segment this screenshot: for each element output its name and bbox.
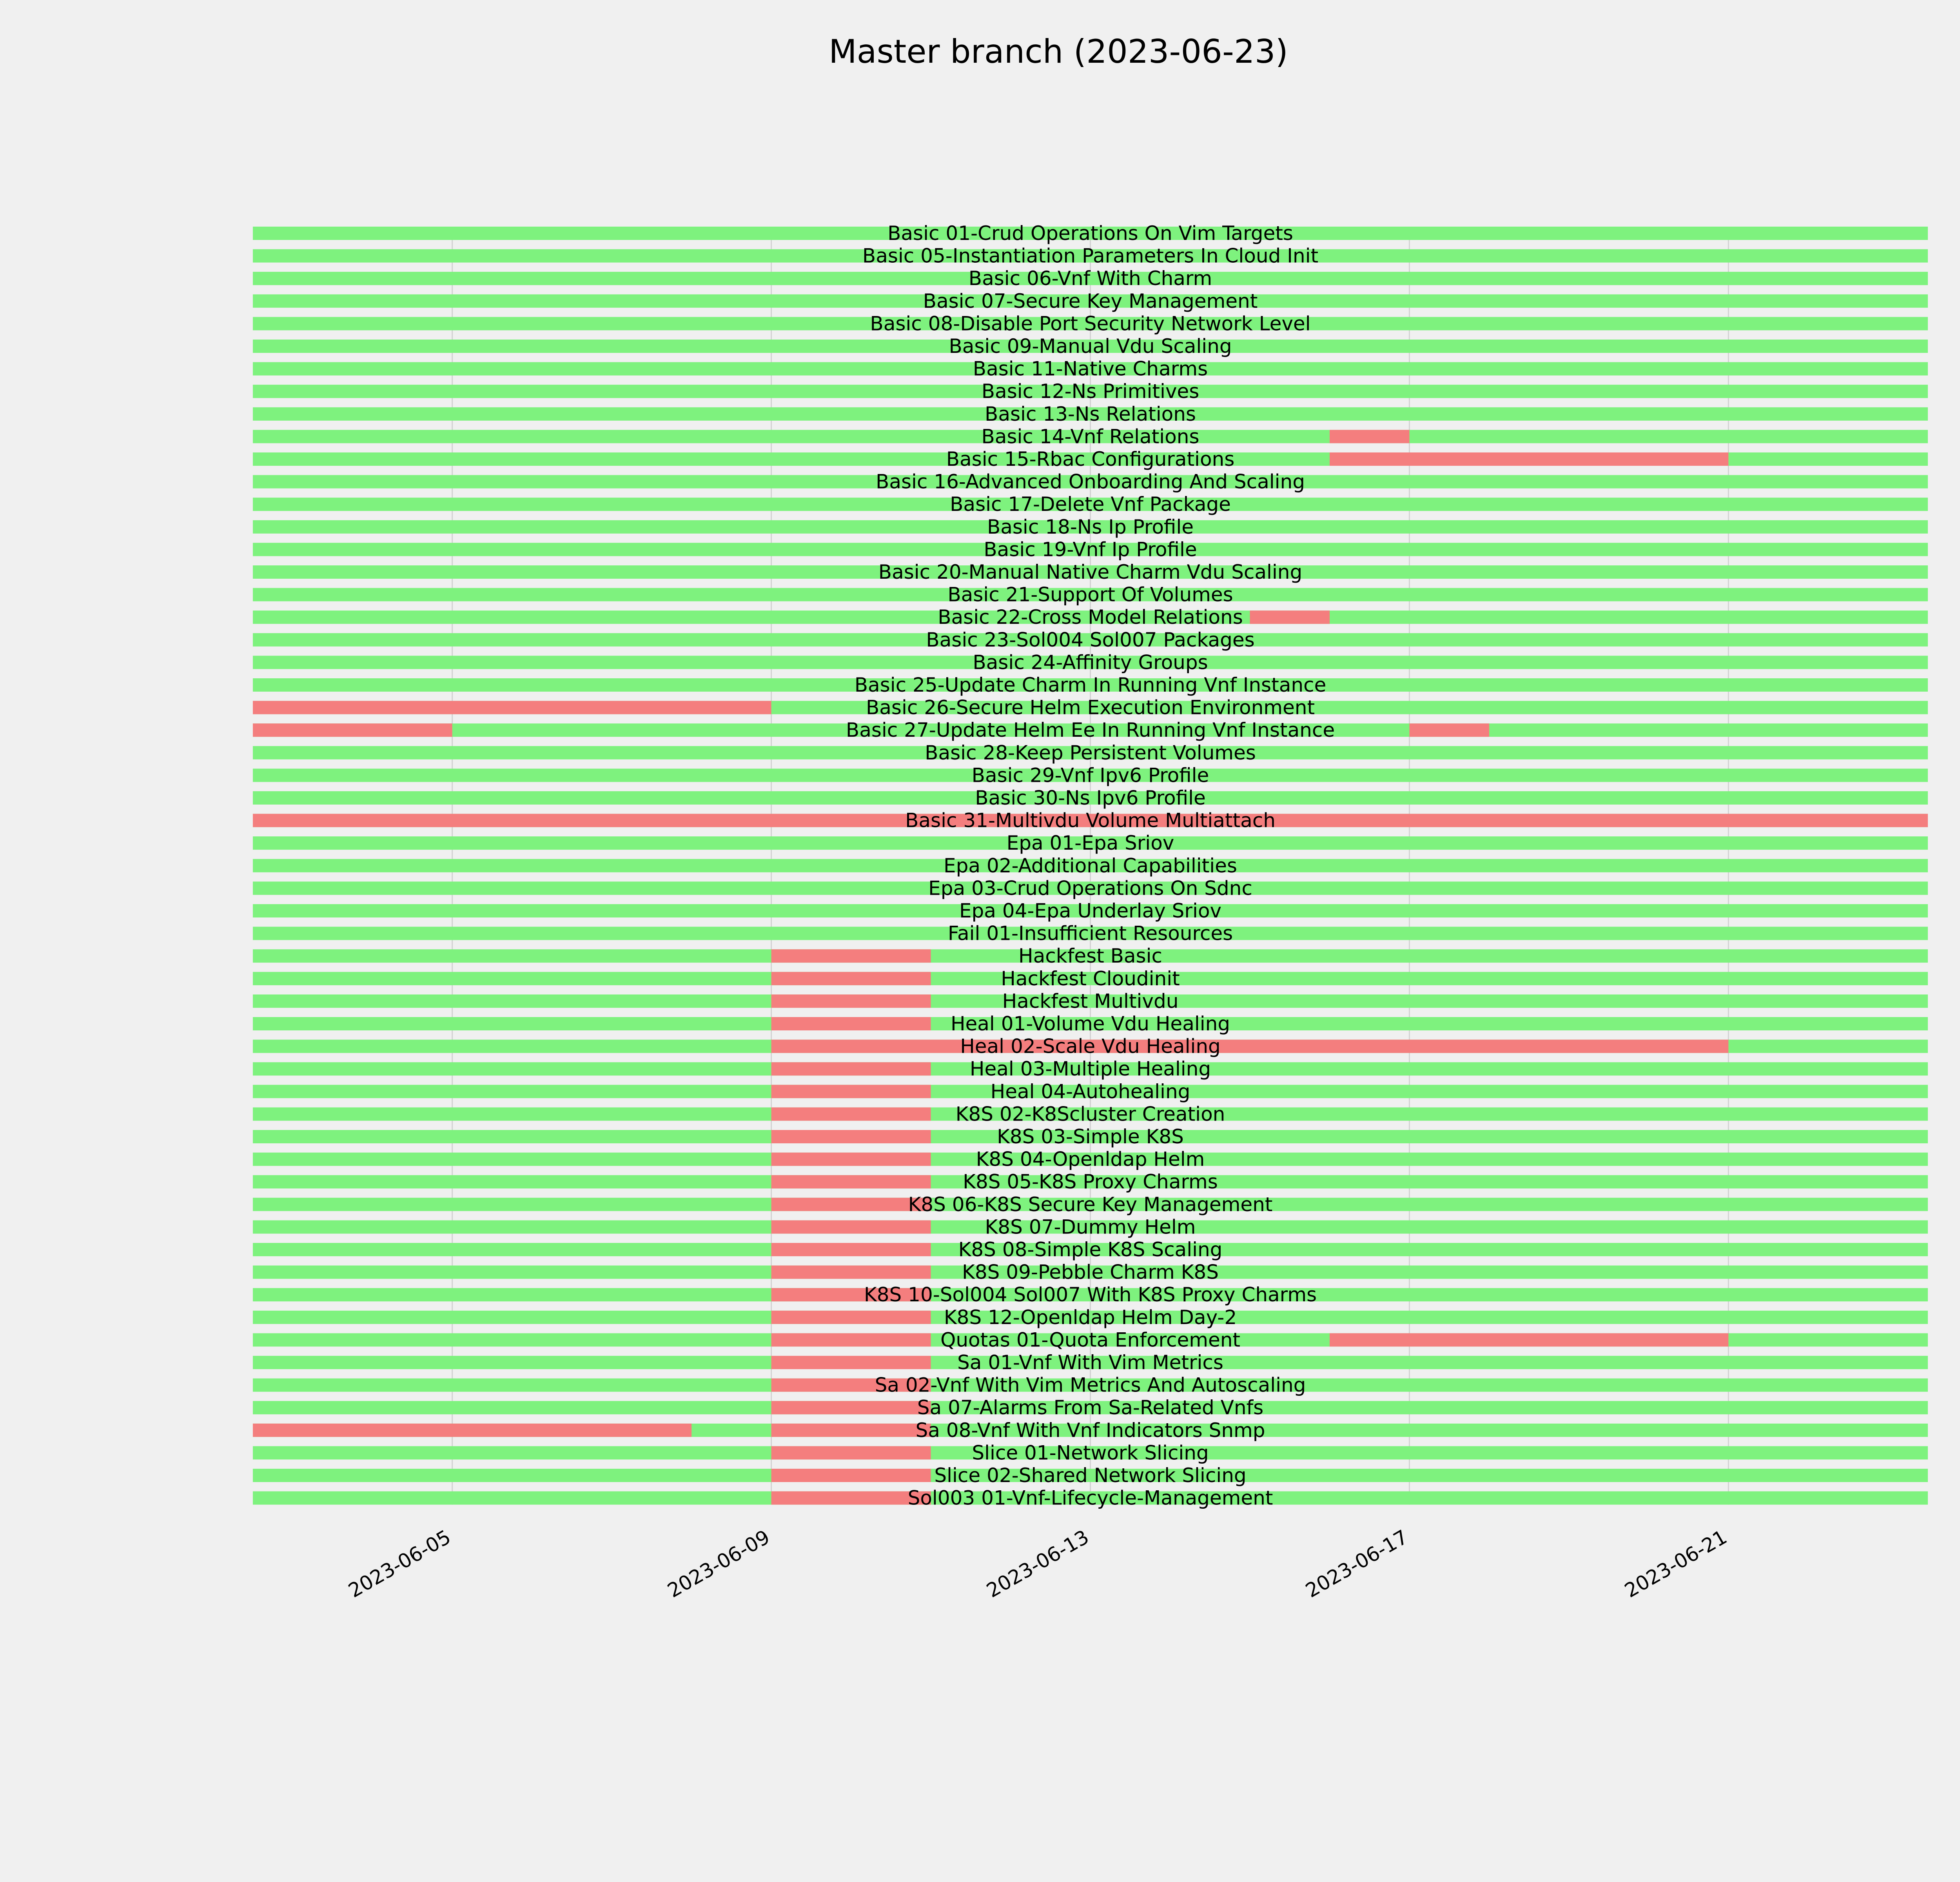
fail-bar (1330, 452, 1728, 466)
fail-bar (253, 723, 452, 737)
fail-bar (771, 1153, 931, 1166)
fail-bar (771, 1446, 931, 1459)
fail-bar (1409, 723, 1489, 737)
row-label: Basic 27-Update Helm Ee In Running Vnf Instance (846, 719, 1335, 742)
row-label: Basic 30-Ns Ipv6 Profile (975, 787, 1206, 809)
fail-bar (1330, 430, 1409, 443)
row-label: K8S 10-Sol004 Sol007 With K8S Proxy Charms (864, 1283, 1317, 1306)
fail-bar (1330, 1333, 1728, 1346)
row-label: Basic 18-Ns Ip Profile (987, 515, 1194, 538)
row-label: Quotas 01-Quota Enforcement (940, 1328, 1241, 1352)
row-label: Slice 02-Shared Network Slicing (934, 1464, 1247, 1487)
row-label: Basic 20-Manual Native Charm Vdu Scaling (878, 561, 1303, 583)
fail-bar (771, 1062, 931, 1075)
row-label: Basic 24-Affinity Groups (973, 651, 1208, 674)
row-label: Basic 28-Keep Persistent Volumes (925, 741, 1256, 764)
fail-bar (771, 1266, 931, 1279)
row-label: Epa 03-Crud Operations On Sdnc (928, 877, 1252, 900)
fail-bar (771, 1311, 931, 1324)
row-label: Basic 31-Multivdu Volume Multiattach (905, 809, 1276, 832)
row-label: Basic 11-Native Charms (973, 357, 1208, 380)
row-label: Basic 25-Update Charm In Running Vnf Instance (854, 674, 1327, 696)
row-label: Basic 05-Instantiation Parameters In Cloud Init (862, 244, 1319, 267)
fail-bar (253, 1424, 691, 1437)
fail-bar (1250, 610, 1329, 624)
row-label: K8S 05-K8S Proxy Charms (963, 1170, 1218, 1194)
row-label: K8S 03-Simple K8S (997, 1125, 1184, 1148)
row-label: Basic 21-Support Of Volumes (947, 583, 1233, 606)
x-tick-label: 2023-06-17 (1301, 1525, 1412, 1602)
fail-bar (771, 972, 931, 985)
x-tick-label: 2023-06-09 (663, 1525, 774, 1602)
row-label: Heal 01-Volume Vdu Healing (950, 1012, 1230, 1035)
row-label: Basic 17-Delete Vnf Package (950, 493, 1231, 516)
row-label: Basic 15-Rbac Configurations (946, 448, 1235, 470)
fail-bar (771, 1401, 931, 1414)
row-label: K8S 08-Simple K8S Scaling (958, 1238, 1223, 1261)
row-label: K8S 07-Dummy Helm (985, 1215, 1196, 1239)
row-label: K8S 09-Pebble Charm K8S (962, 1261, 1219, 1284)
fail-bar (771, 1220, 931, 1233)
row-label: Hackfest Multivdu (1002, 990, 1179, 1013)
row-label: Basic 22-Cross Model Relations (938, 606, 1243, 629)
x-axis (345, 1526, 1731, 1602)
row-label: Basic 01-Crud Operations On Vim Targets (887, 222, 1293, 245)
chart-title: Master branch (2023-06-23) (829, 33, 1288, 71)
row-label: Sa 08-Vnf With Vnf Indicators Snmp (915, 1419, 1265, 1442)
fail-bar (771, 1130, 931, 1143)
fail-bar (771, 1175, 931, 1188)
row-label: Fail 01-Insufficient Resources (947, 922, 1233, 945)
row-label: Heal 03-Multiple Healing (969, 1057, 1211, 1081)
x-tick-label: 2023-06-05 (345, 1525, 455, 1602)
row-label: K8S 12-Openldap Helm Day-2 (944, 1306, 1237, 1329)
row-label: Slice 01-Network Slicing (972, 1441, 1209, 1464)
fail-bar (771, 1243, 931, 1256)
row-label: Basic 07-Secure Key Management (923, 289, 1258, 312)
row-label: Epa 02-Additional Capabilities (944, 854, 1237, 877)
row-label: Basic 13-Ns Relations (985, 402, 1196, 425)
row-label: Epa 04-Epa Underlay Sriov (959, 899, 1222, 922)
x-tick-label: 2023-06-21 (1621, 1525, 1731, 1602)
row-label: Basic 08-Disable Port Security Network Level (870, 312, 1311, 335)
fail-bar (771, 949, 931, 963)
row-label: Hackfest Cloudinit (1001, 967, 1180, 990)
row-label: Heal 02-Scale Vdu Healing (960, 1035, 1221, 1058)
row-label: Basic 23-Sol004 Sol007 Packages (926, 628, 1255, 651)
fail-bar (771, 1085, 931, 1098)
fail-bar (771, 1469, 931, 1482)
row-label: Basic 19-Vnf Ip Profile (984, 538, 1197, 561)
row-label: K8S 02-K8Scluster Creation (955, 1103, 1225, 1126)
row-label: Basic 29-Vnf Ipv6 Profile (971, 764, 1209, 787)
row-label: Basic 14-Vnf Relations (981, 425, 1200, 448)
row-label: Basic 09-Manual Vdu Scaling (949, 335, 1232, 358)
row-label: Sa 02-Vnf With Vim Metrics And Autoscaling (875, 1373, 1306, 1397)
row-label: K8S 04-Openldap Helm (976, 1148, 1205, 1171)
fail-bar (771, 1107, 931, 1121)
fail-bar (771, 1356, 931, 1369)
fail-bar (771, 1491, 931, 1505)
fail-bar (771, 1040, 1729, 1053)
fail-bar (771, 1424, 931, 1437)
fail-bar (771, 1198, 931, 1211)
fail-bar (771, 994, 931, 1008)
row-label: Basic 12-Ns Primitives (981, 380, 1200, 403)
row-label: K8S 06-K8S Secure Key Management (908, 1193, 1273, 1216)
row-label: Sol003 01-Vnf-Lifecycle-Management (907, 1486, 1273, 1510)
row-label: Sa 01-Vnf With Vim Metrics (957, 1351, 1223, 1374)
row-label: Basic 16-Advanced Onboarding And Scaling (876, 470, 1305, 493)
row-label: Basic 26-Secure Helm Execution Environment (866, 696, 1315, 719)
row-label: Hackfest Basic (1018, 945, 1162, 968)
fail-bar (253, 701, 771, 714)
row-label: Sa 07-Alarms From Sa-Related Vnfs (917, 1396, 1264, 1419)
row-label: Epa 01-Epa Sriov (1006, 832, 1174, 855)
x-tick-label: 2023-06-13 (982, 1525, 1093, 1602)
row-label: Basic 06-Vnf With Charm (968, 267, 1212, 290)
fail-bar (771, 1333, 931, 1346)
fail-bar (771, 1017, 931, 1030)
row-label: Heal 04-Autohealing (990, 1080, 1191, 1103)
